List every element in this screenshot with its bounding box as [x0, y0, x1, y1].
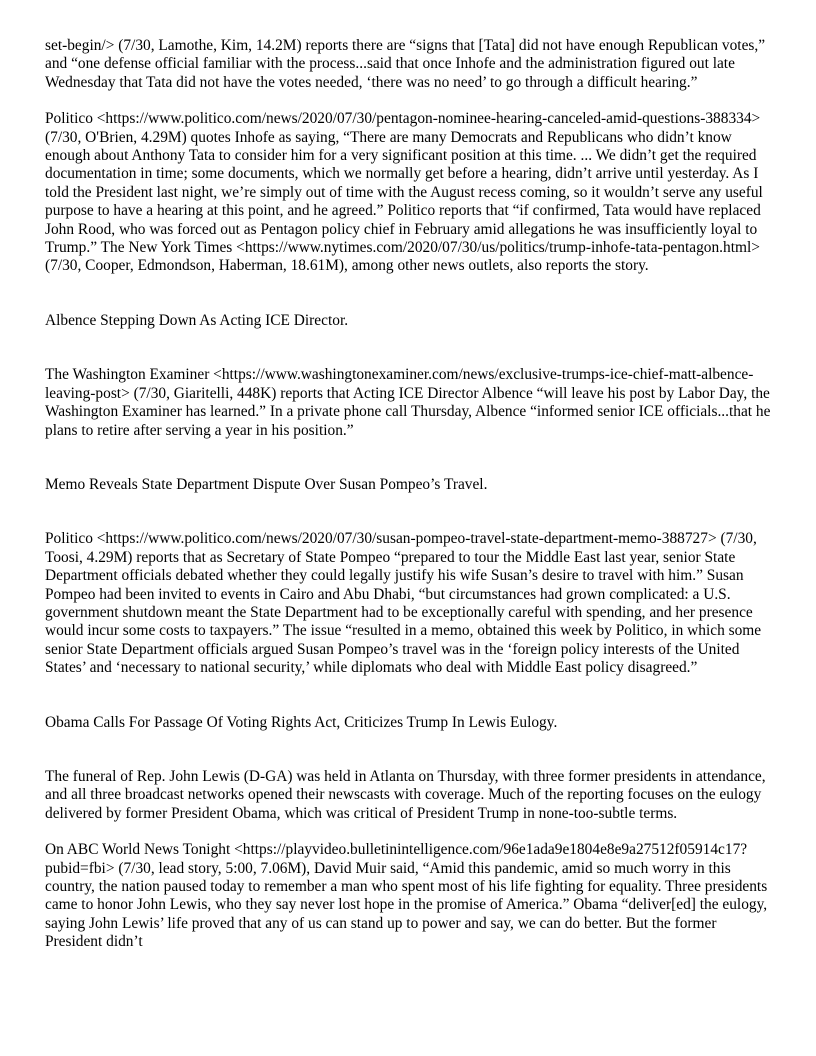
paragraph-politico-inhofe: Politico <https://www.politico.com/news/2020/07/30/pentagon-nominee-hearing-canceled-amid-questions-388334> (7/30, O'Brien, 4.29M) quotes Inhofe as saying, “There are many Democrats and Republicans who didn’t know enough about Anthony Tata to consider him for a very significant position at this time. ... We didn’t get the required documentation in time; some documents, which we normally get before a hearing, didn’t arrive until yesterday. As I told the President last night, we’re simply out of time with the August recess coming, so it wouldn’t serve any useful purpose to have a hearing at this point, and he agreed.” Politico reports that “if confirmed, Tata would have replaced John Rood, who was forced out as Pentagon policy chief in February amid allegations he was insufficiently loyal to Trump.” The New York Times <https://www.nytimes.com/2020/07/30/us/politics/trump-inhofe-tata-pentagon.html> (7/30, Cooper, Edmondson, Haberman, 18.61M), among other news outlets, also reports the story.	[45, 110, 763, 275]
spacer	[45, 823, 773, 841]
paragraph-washington-examiner: The Washington Examiner <https://www.washingtonexaminer.com/news/exclusive-trumps-ice-chief-matt-albence-leaving-post> (7/30, Giaritelli, 448K) reports that Acting ICE Director Albence “will leave his post by Labor Day, the Washington Examiner has learned.” In a private phone call Thursday, Albence “informed senior ICE officials...that he plans to retire after serving a year in his position.”	[45, 366, 771, 439]
paragraph-politico-pompeo: Politico <https://www.politico.com/news/2020/07/30/susan-pompeo-travel-state-department-memo-388727> (7/30, Toosi, 4.29M) reports that as Secretary of State Pompeo “prepared to tour the Middle East last year, senior State Department officials debated whether they could legally justify his wife Susan’s desire to travel with him.” Susan Pompeo had been invited to events in Cairo and Abu Dhabi, “but circumstances had grown complicated: a U.S. government shutdown meant the State Department had to be exceptionally careful with spending, and her presence would incur some costs to taxpayers.” The issue “resulted in a memo, obtained this week by Politico, in which some senior State Department officials argued Susan Pompeo’s travel was in the ‘foreign policy interests of the United States’ and ‘necessary to national security,’ while diplomats who deal with Middle East policy disagreed.”	[45, 530, 762, 677]
paragraph-lewis-funeral: The funeral of Rep. John Lewis (D-GA) was held in Atlanta on Thursday, with three former presidents in attendance, and all three broadcast networks opened their newscasts with coverage. Much of the reporting focuses on the eulogy delivered by former President Obama, which was critical of President Trump in none-too-subtle terms.	[45, 767, 766, 822]
section-heading-albence: Albence Stepping Down As Acting ICE Director.	[45, 311, 349, 329]
spacer	[45, 440, 773, 476]
paragraph-tata-votes: set-begin/> (7/30, Lamothe, Kim, 14.2M) reports there are “signs that [Tata] did not have enough Republican votes,” and “one defense official familiar with the process...said that once Inhofe and the administration figured out late Wednesday that Tata did not have the votes needed, ‘there was no need’ to go through a difficult hearing.”	[45, 37, 766, 91]
paragraph-abc-world-news: On ABC World News Tonight <https://playvideo.bulletinintelligence.com/96e1ada9e1804e8e9a27512f05914c17?pubid=fbi> (7/30, lead story, 5:00, 7.06M), David Muir said, “Amid this pandemic, amid so much worry in this country, the nation paused today to remember a man who spent most of his life fighting for equality. Three presidents came to honor John Lewis, who they say never lost hope in the promise of America.” Obama “deliver[ed] the eulogy, saying John Lewis’ life proved that any of us can stand up to power and say, we can do better. But the former President didn’t	[45, 841, 768, 951]
spacer	[45, 678, 773, 714]
section-heading-obama-eulogy: Obama Calls For Passage Of Voting Rights Act, Criticizes Trump In Lewis Eulogy.	[45, 713, 558, 731]
spacer	[45, 732, 773, 768]
spacer	[45, 276, 773, 312]
spacer	[45, 330, 773, 366]
document-page	[45, 37, 773, 952]
section-heading-pompeo-memo: Memo Reveals State Department Dispute Over Susan Pompeo’s Travel.	[45, 475, 488, 493]
spacer	[45, 92, 773, 110]
spacer	[45, 494, 773, 530]
